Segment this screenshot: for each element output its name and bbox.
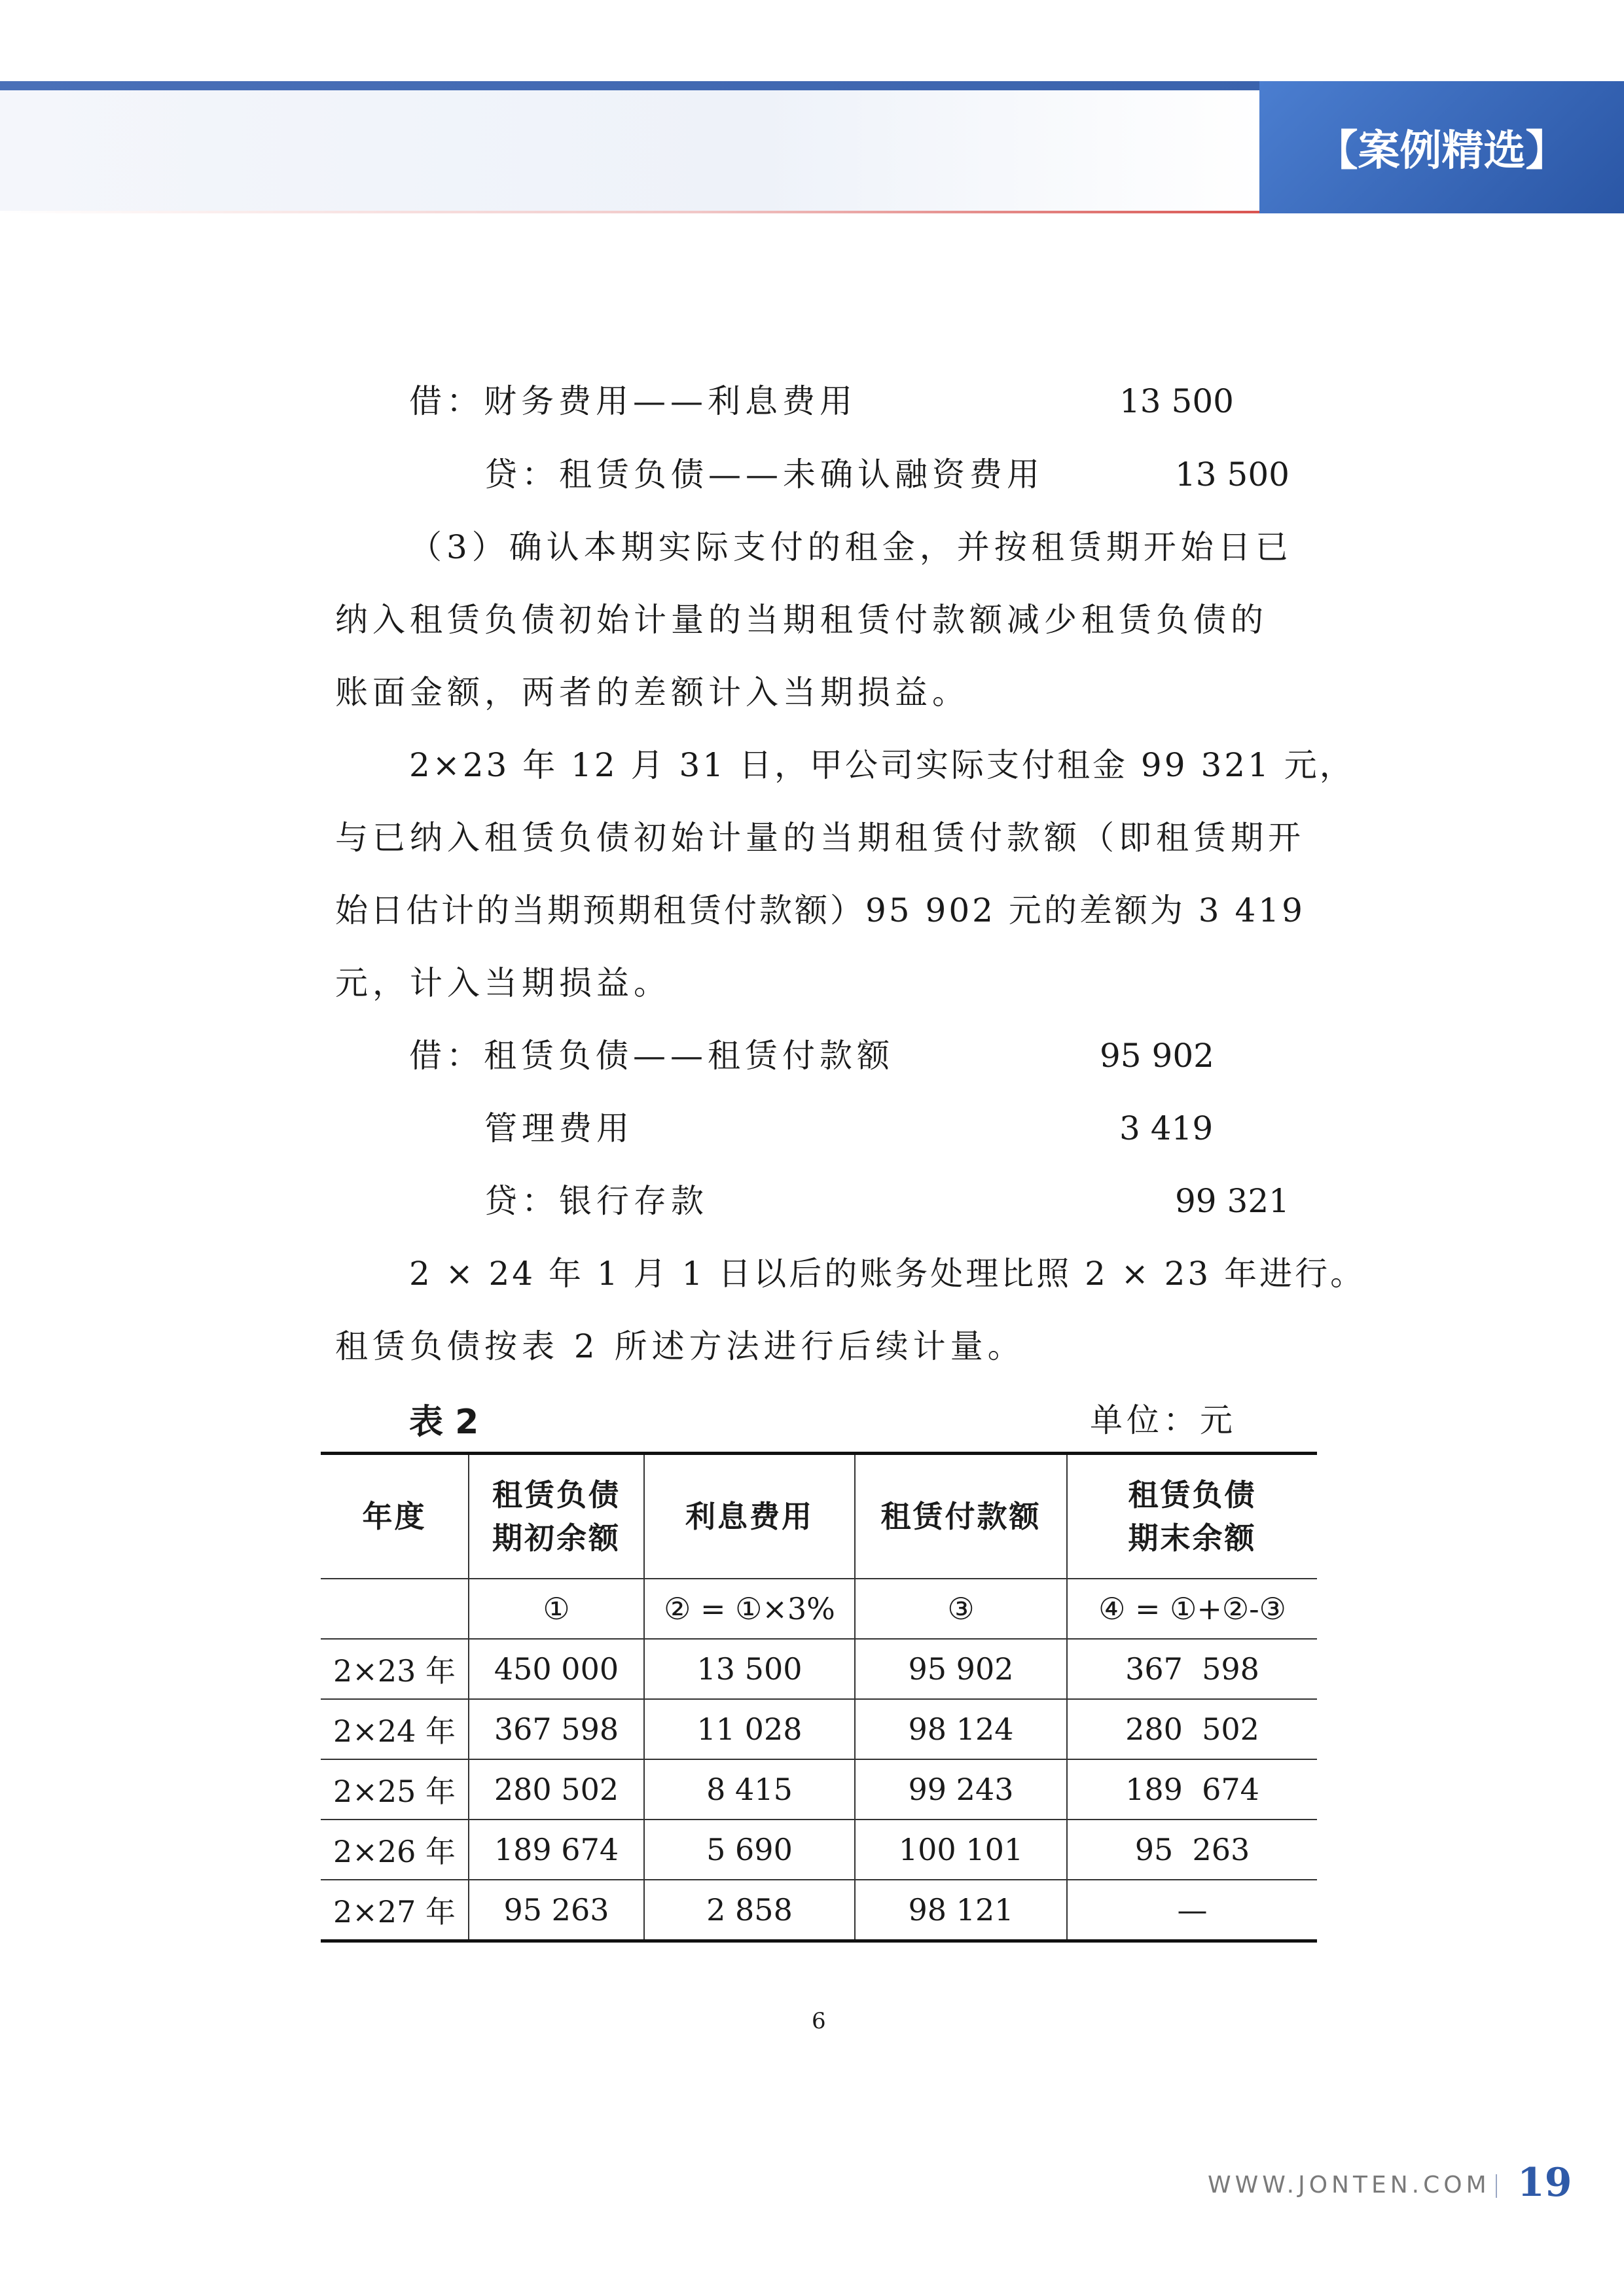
table-cell: 189 674: [469, 1820, 644, 1880]
formula-cell: ② = ①×3%: [644, 1579, 855, 1639]
table-cell: 2×25 年: [321, 1759, 469, 1820]
table-cell: 11 028: [644, 1699, 855, 1759]
table-cell: 98 124: [855, 1699, 1067, 1759]
table-cell: 367 598: [469, 1699, 644, 1759]
paragraph-line: 账面金额，两者的差额计入当期损益。: [335, 673, 969, 711]
table-cell: 2×27 年: [321, 1880, 469, 1941]
website-link[interactable]: WWW.JONTEN.COM: [1208, 2172, 1490, 2198]
table-row: [321, 1820, 1317, 1880]
header-payment: 租赁付款额: [855, 1454, 1067, 1579]
header-closing-balance: 租赁负债 期末余额: [1067, 1454, 1317, 1579]
header-opening-balance: 租赁负债 期初余额: [469, 1454, 644, 1579]
formula-cell: ③: [855, 1579, 1067, 1639]
section-tab: 【案例精选】: [1259, 81, 1624, 213]
paragraph-line: 2×23 年 12 月 31 日，甲公司实际支付租金 99 321 元，: [409, 746, 1355, 784]
table-cell: 367 598: [1067, 1639, 1317, 1699]
entry2-mgmt-amount: 3 419: [1119, 1109, 1214, 1147]
page-number: 19: [1517, 2160, 1572, 2206]
table-title: 表 2: [409, 1403, 479, 1442]
paragraph-line: 元，计入当期损益。: [335, 964, 671, 1002]
paragraph-line: 租赁负债按表 2 所述方法进行后续计量。: [335, 1327, 1025, 1365]
header-year: 年度: [321, 1454, 469, 1579]
table-cell: 280 502: [1067, 1699, 1317, 1759]
formula-cell: [321, 1579, 469, 1639]
table-cell: —: [1067, 1880, 1317, 1941]
paragraph-line: 始日估计的当期预期租赁付款额）95 902 元的差额为 3 419: [335, 891, 1305, 929]
table-row: [321, 1759, 1317, 1820]
table-cell: 2×23 年: [321, 1639, 469, 1699]
entry1-debit-label: 借：财务费用——利息费用: [409, 382, 857, 420]
paragraph-line: 与已纳入租赁负债初始计量的当期租赁付款额（即租赁期开: [335, 819, 1305, 857]
header-band: [0, 90, 1265, 213]
inner-page-number: 6: [812, 2008, 826, 2034]
entry2-credit-amount: 99 321: [1175, 1182, 1290, 1220]
entry1-debit-amount: 13 500: [1119, 382, 1234, 420]
table-cell: 2×26 年: [321, 1820, 469, 1880]
table-cell: 95 263: [1067, 1820, 1317, 1880]
table-cell: 280 502: [469, 1759, 644, 1820]
entry2-mgmt-label: 管理费用: [484, 1109, 634, 1147]
formula-cell: ①: [469, 1579, 644, 1639]
table-cell: 5 690: [644, 1820, 855, 1880]
header-accent-line: [0, 211, 1265, 213]
paragraph-line: 纳入租赁负债初始计量的当期租赁付款额减少租赁负债的: [335, 601, 1268, 639]
header-interest: 利息费用: [644, 1454, 855, 1579]
table-cell: 13 500: [644, 1639, 855, 1699]
table-cell: 2 858: [644, 1880, 855, 1941]
table-row: [321, 1699, 1317, 1759]
entry2-debit-label: 借：租赁负债——租赁付款额: [409, 1037, 894, 1075]
table-row: [321, 1639, 1317, 1699]
table-cell: 189 674: [1067, 1759, 1317, 1820]
lease-liability-table: [321, 1452, 1317, 1943]
table-cell: 95 902: [855, 1639, 1067, 1699]
table-cell: 100 101: [855, 1820, 1067, 1880]
entry2-debit-amount: 95 902: [1100, 1037, 1214, 1075]
table-cell: 98 121: [855, 1880, 1067, 1941]
table-cell: 95 263: [469, 1880, 644, 1941]
table-cell: 99 243: [855, 1759, 1067, 1820]
entry1-credit-amount: 13 500: [1175, 456, 1290, 493]
table-unit: 单位：元: [1090, 1401, 1236, 1439]
paragraph-line: （3）确认本期实际支付的租金，并按租赁期开始日已: [409, 528, 1293, 566]
paragraph-line: 2 × 24 年 1 月 1 日以后的账务处理比照 2 × 23 年进行。: [409, 1255, 1366, 1293]
table-cell: 2×24 年: [321, 1699, 469, 1759]
table-row: [321, 1880, 1317, 1941]
entry1-credit-label: 贷：租赁负债——未确认融资费用: [484, 456, 1044, 493]
entry2-credit-label: 贷：银行存款: [484, 1182, 708, 1220]
header-rule: [0, 81, 1265, 90]
formula-cell: ④ = ①+②-③: [1067, 1579, 1317, 1639]
footer-divider: [1496, 2174, 1497, 2198]
table-cell: 450 000: [469, 1639, 644, 1699]
table-cell: 8 415: [644, 1759, 855, 1820]
